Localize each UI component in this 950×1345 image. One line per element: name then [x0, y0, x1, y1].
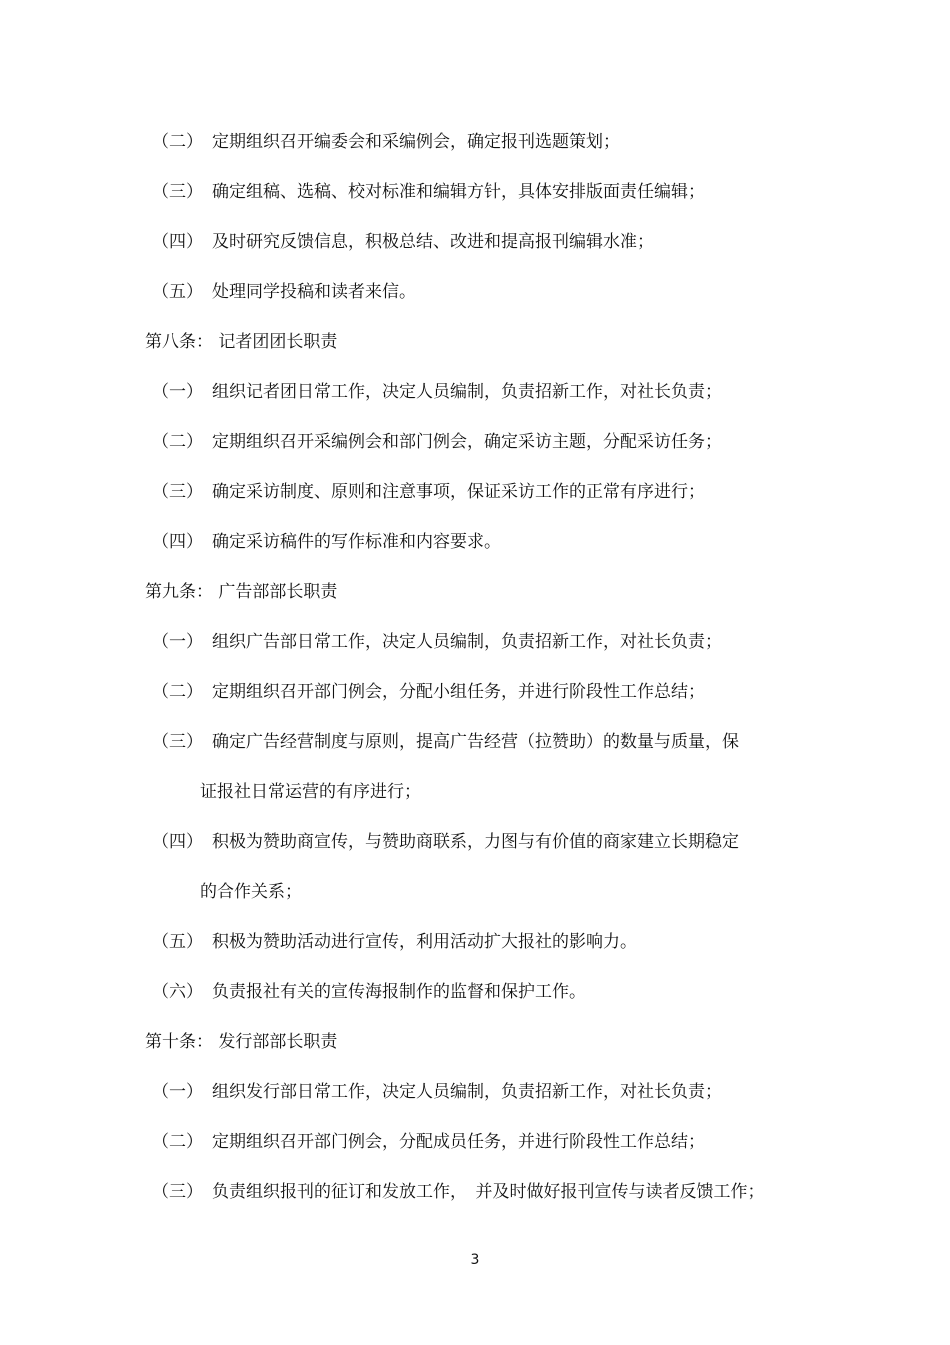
- list-item: [152, 631, 722, 653]
- item-text: 积极为赞助活动进行宣传，利用活动扩大报社的影响力。: [212, 932, 637, 952]
- item-text: 负责组织报刊的征订和发放工作， 并及时做好报刊宣传与读者反馈工作；: [212, 1182, 765, 1202]
- item-text: 确定采访制度、原则和注意事项，保证采访工作的正常有序进行；: [212, 482, 705, 502]
- list-item-continuation: 的合作关系；: [200, 882, 302, 902]
- item-number: （三）: [152, 182, 203, 202]
- list-item: [152, 481, 705, 503]
- list-item: [152, 281, 416, 303]
- item-number: （一）: [152, 1082, 203, 1102]
- item-text: 确定广告经营制度与原则，提高广告经营（拉赞助）的数量与质量，保: [212, 732, 739, 752]
- item-text: 确定采访稿件的写作标准和内容要求。: [212, 532, 501, 552]
- list-item: [152, 431, 722, 453]
- item-text: 组织广告部日常工作，决定人员编制，负责招新工作，对社长负责；: [212, 632, 722, 652]
- item-number: （三）: [152, 1182, 203, 1202]
- item-number: （二）: [152, 682, 203, 702]
- list-item-continuation: 证报社日常运营的有序进行；: [200, 782, 421, 802]
- list-item: [152, 131, 620, 153]
- page-number: 3: [470, 1252, 480, 1268]
- section-heading: 第十条： 发行部部长职责: [145, 1032, 338, 1052]
- item-number: （六）: [152, 982, 203, 1002]
- item-text: 定期组织召开编委会和采编例会，确定报刊选题策划；: [212, 132, 620, 152]
- list-item: [152, 931, 637, 953]
- item-number: （四）: [152, 832, 203, 852]
- item-text: 定期组织召开部门例会，分配小组任务，并进行阶段性工作总结；: [212, 682, 705, 702]
- list-item: [152, 1181, 765, 1203]
- item-number: （五）: [152, 282, 203, 302]
- item-text: 负责报社有关的宣传海报制作的监督和保护工作。: [212, 982, 586, 1002]
- item-text: 确定组稿、选稿、校对标准和编辑方针，具体安排版面责任编辑；: [212, 182, 705, 202]
- item-number: （五）: [152, 932, 203, 952]
- item-number: （二）: [152, 1132, 203, 1152]
- item-number: （二）: [152, 432, 203, 452]
- item-text: 及时研究反馈信息，积极总结、改进和提高报刊编辑水准；: [212, 232, 654, 252]
- list-item: [152, 831, 739, 853]
- item-number: （一）: [152, 632, 203, 652]
- section-heading: 第八条： 记者团团长职责: [145, 332, 338, 352]
- item-text: 定期组织召开采编例会和部门例会，确定采访主题，分配采访任务；: [212, 432, 722, 452]
- item-number: （三）: [152, 732, 203, 752]
- item-number: （二）: [152, 132, 203, 152]
- item-text: 积极为赞助商宣传，与赞助商联系，力图与有价值的商家建立长期稳定: [212, 832, 739, 852]
- item-text: 定期组织召开部门例会，分配成员任务，并进行阶段性工作总结；: [212, 1132, 705, 1152]
- list-item: [152, 681, 705, 703]
- item-text: 组织发行部日常工作，决定人员编制，负责招新工作，对社长负责；: [212, 1082, 722, 1102]
- item-number: （四）: [152, 532, 203, 552]
- item-number: （一）: [152, 382, 203, 402]
- list-item: [152, 231, 654, 253]
- section-heading: 第九条： 广告部部长职责: [145, 582, 338, 602]
- list-item: [152, 531, 501, 553]
- item-text: 处理同学投稿和读者来信。: [212, 282, 416, 302]
- list-item: [152, 181, 705, 203]
- list-item: [152, 981, 586, 1003]
- list-item: [152, 731, 739, 753]
- item-number: （四）: [152, 232, 203, 252]
- list-item: [152, 381, 722, 403]
- list-item: [152, 1081, 722, 1103]
- item-text: 组织记者团日常工作，决定人员编制，负责招新工作，对社长负责；: [212, 382, 722, 402]
- item-number: （三）: [152, 482, 203, 502]
- list-item: [152, 1131, 705, 1153]
